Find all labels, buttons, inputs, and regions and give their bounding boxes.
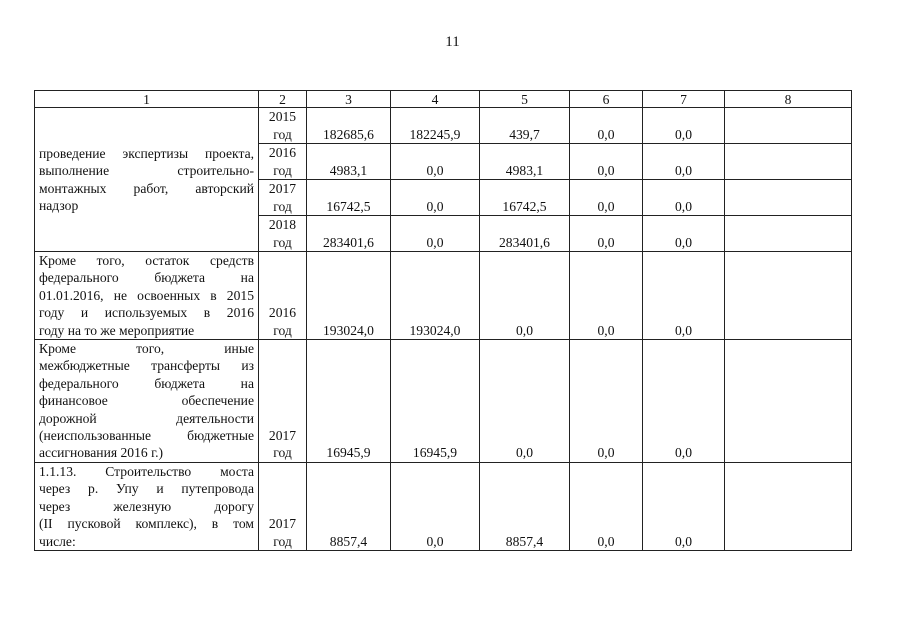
value-cell: 16742,5 <box>307 180 391 216</box>
budget-table <box>34 90 852 551</box>
row-description <box>35 252 259 340</box>
description-line: через железную дорогу <box>39 498 254 514</box>
year-cell: 2016 год <box>259 252 307 340</box>
column-header: 6 <box>570 91 643 108</box>
column-header: 3 <box>307 91 391 108</box>
description-line: году на то же мероприятие <box>39 322 195 338</box>
table-row <box>35 108 852 144</box>
value-cell: 0,0 <box>391 462 480 550</box>
value-cell: 0,0 <box>643 252 725 340</box>
description-line: Кроме того, иные <box>39 341 254 357</box>
value-cell: 182685,6 <box>307 108 391 144</box>
value-cell <box>725 144 852 180</box>
value-cell: 0,0 <box>480 340 570 463</box>
description-line: федерального бюджета на <box>39 270 254 286</box>
description-line: году и используемых в 2016 <box>39 305 254 321</box>
value-cell: 0,0 <box>643 180 725 216</box>
year-cell: 2017 год <box>259 340 307 463</box>
value-cell: 0,0 <box>643 462 725 550</box>
column-header: 1 <box>35 91 259 108</box>
value-cell: 0,0 <box>570 462 643 550</box>
value-cell: 0,0 <box>391 144 480 180</box>
description-line: выполнение строительно- <box>39 163 254 179</box>
value-cell: 0,0 <box>570 216 643 252</box>
value-cell: 0,0 <box>643 108 725 144</box>
description-line: проведение экспертизы проекта, <box>39 145 254 161</box>
column-header: 4 <box>391 91 480 108</box>
description-line: числе: <box>39 533 76 549</box>
value-cell: 8857,4 <box>480 462 570 550</box>
value-cell: 0,0 <box>643 340 725 463</box>
value-cell: 193024,0 <box>307 252 391 340</box>
row-description <box>35 340 259 463</box>
column-header: 8 <box>725 91 852 108</box>
value-cell: 0,0 <box>570 180 643 216</box>
column-header: 7 <box>643 91 725 108</box>
description-line: межбюджетные трансферты из <box>39 358 254 374</box>
value-cell: 283401,6 <box>480 216 570 252</box>
table-row <box>35 462 852 550</box>
value-cell: 8857,4 <box>307 462 391 550</box>
description-line: 1.1.13. Строительство моста <box>39 463 254 479</box>
row-description <box>35 462 259 550</box>
year-cell: 2017 год <box>259 462 307 550</box>
value-cell <box>725 216 852 252</box>
description-line: надзор <box>39 197 79 213</box>
value-cell: 193024,0 <box>391 252 480 340</box>
description-line: 01.01.2016, не освоенных в 2015 <box>39 287 254 303</box>
year-cell: 2017 год <box>259 180 307 216</box>
column-header: 2 <box>259 91 307 108</box>
table-header-row <box>35 91 852 108</box>
year-cell: 2015 год <box>259 108 307 144</box>
description-line: монтажных работ, авторский <box>39 180 254 196</box>
value-cell: 0,0 <box>643 144 725 180</box>
description-line: финансовое обеспечение <box>39 393 254 409</box>
table-row <box>35 340 852 463</box>
value-cell: 283401,6 <box>307 216 391 252</box>
value-cell: 0,0 <box>643 216 725 252</box>
value-cell: 0,0 <box>480 252 570 340</box>
description-line: (неиспользованные бюджетные <box>39 428 254 444</box>
value-cell <box>725 108 852 144</box>
value-cell <box>725 462 852 550</box>
value-cell: 0,0 <box>570 340 643 463</box>
value-cell <box>725 252 852 340</box>
value-cell: 0,0 <box>391 180 480 216</box>
description-line: (II пусковой комплекс), в том <box>39 516 254 532</box>
column-header: 5 <box>480 91 570 108</box>
value-cell: 439,7 <box>480 108 570 144</box>
table-row <box>35 252 852 340</box>
description-line: дорожной деятельности <box>39 410 254 426</box>
value-cell: 16945,9 <box>307 340 391 463</box>
value-cell: 16945,9 <box>391 340 480 463</box>
value-cell: 0,0 <box>570 144 643 180</box>
value-cell: 16742,5 <box>480 180 570 216</box>
value-cell: 4983,1 <box>307 144 391 180</box>
value-cell: 182245,9 <box>391 108 480 144</box>
value-cell: 4983,1 <box>480 144 570 180</box>
value-cell: 0,0 <box>570 252 643 340</box>
value-cell: 0,0 <box>391 216 480 252</box>
page-number: 11 <box>445 34 460 50</box>
value-cell <box>725 180 852 216</box>
value-cell: 0,0 <box>570 108 643 144</box>
description-line: через р. Упу и путепровода <box>39 481 254 497</box>
description-line: федерального бюджета на <box>39 375 254 391</box>
year-cell: 2018 год <box>259 216 307 252</box>
year-cell: 2016 год <box>259 144 307 180</box>
row-description <box>35 108 259 252</box>
description-line: ассигнования 2016 г.) <box>39 445 164 461</box>
value-cell <box>725 340 852 463</box>
description-line: Кроме того, остаток средств <box>39 253 254 268</box>
